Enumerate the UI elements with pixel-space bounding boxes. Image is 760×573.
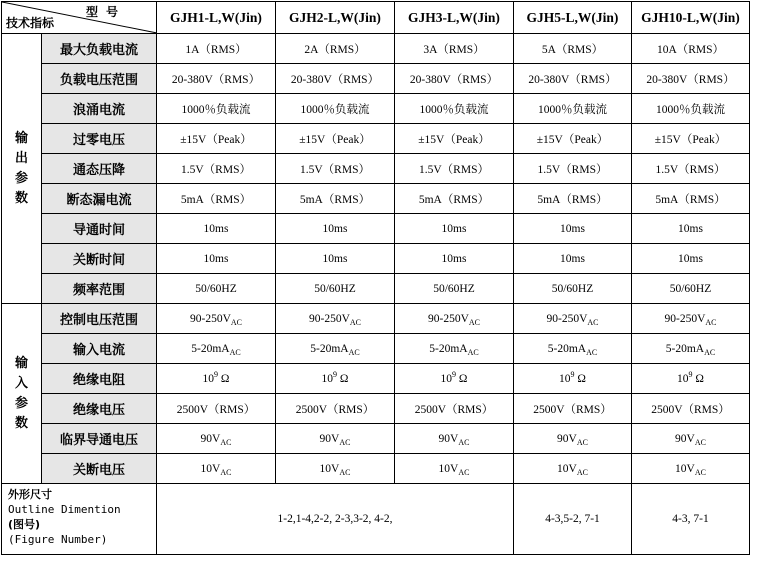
corner-label-spec: 技术指标 [6,16,55,30]
corner-label-model: 型号 [86,5,127,19]
output-group-cell [2,34,42,304]
value-subscript: AC [230,317,242,327]
param-label: 控制电压范围 [42,304,157,334]
value-text: 10V [200,462,221,475]
group-char: 数 [14,190,28,206]
input-row [2,394,750,424]
value-text: 5-20mA [547,342,587,355]
value-cell: 50/60HZ [632,274,750,304]
value-exponent: 9 [452,369,457,379]
value-cell: 1.5V（RMS） [632,154,750,184]
param-label: 通态压降 [42,154,157,184]
outline-label-en: Outline Dimention [8,503,121,516]
value-subscript: AC [704,347,716,357]
value-text: 10 [677,372,689,385]
value-text: 10V [675,462,695,475]
input-group-cell [2,304,42,484]
value-text: 90V [675,432,695,445]
value-exponent: 9 [570,369,575,379]
group-char: 参 [14,395,28,411]
value-cell: 20-380V（RMS） [632,64,750,94]
value-cell [157,454,276,484]
value-text: 90V [557,432,577,445]
value-subscript: AC [576,467,588,477]
value-cell [157,364,276,394]
param-label: 浪涌电流 [42,94,157,124]
value-cell: ±15V（Peak） [276,124,395,154]
value-cell [632,454,750,484]
value-cell: ±15V（Peak） [395,124,514,154]
value-subscript: AC [339,437,351,447]
outline-value-gjh10: 4-3, 7-1 [632,484,750,555]
value-cell [632,334,750,364]
value-text: 10V [557,462,577,475]
output-row [2,214,750,244]
value-cell [276,364,395,394]
value-cell [395,394,514,424]
value-unit: Ω [458,372,468,385]
outline-value-gjh1-3: 1-2,1-4,2-2, 2-3,3-2, 4-2, [157,484,514,555]
value-cell: ±15V（Peak） [632,124,750,154]
param-label: 导通时间 [42,214,157,244]
value-text: 10 [440,372,453,385]
value-cell: ±15V（Peak） [157,124,276,154]
value-cell [157,334,276,364]
output-row [2,244,750,274]
value-cell: 1000％负载流 [276,94,395,124]
value-cell: 3A（RMS） [395,34,514,64]
value-text: 5-20mA [191,342,230,355]
value-text: 10 [202,372,215,385]
param-label: 绝缘电阻 [42,364,157,394]
value-text: 10 [559,372,571,385]
value-text: 90-250V [189,312,231,325]
spec-table [1,1,750,555]
value-subscript: AC [705,317,717,327]
group-char: 输 [14,355,28,371]
value-cell: 10ms [514,214,632,244]
header-row [2,2,750,34]
value-text: 90V [200,432,221,445]
value-text: 5-20mA [310,342,349,355]
value-cell: 10ms [514,244,632,274]
value-subscript: AC [229,347,241,357]
value-subscript: AC [468,317,480,327]
input-row [2,454,750,484]
value-text: 2500V（RMS） [651,403,730,416]
value-cell: 2A（RMS） [276,34,395,64]
value-cell: 10ms [157,214,276,244]
value-text: 90V [319,432,340,445]
value-cell: 5A（RMS） [514,34,632,64]
param-label: 关断电压 [42,454,157,484]
param-label: 输入电流 [42,334,157,364]
value-text: 90-250V [427,312,469,325]
value-cell: 5mA（RMS） [632,184,750,214]
value-cell: 50/60HZ [157,274,276,304]
output-row [2,154,750,184]
model-header: GJH10-L,W(Jin) [632,2,750,34]
value-cell [514,334,632,364]
value-unit: Ω [577,372,586,385]
value-cell [395,304,514,334]
param-label: 绝缘电压 [42,394,157,424]
value-cell [632,394,750,424]
value-cell: 20-380V（RMS） [276,64,395,94]
value-cell: 1000％负载流 [157,94,276,124]
value-subscript: AC [694,437,706,447]
value-cell: 20-380V（RMS） [157,64,276,94]
value-cell: 10ms [276,214,395,244]
value-subscript: AC [349,317,361,327]
value-cell [276,394,395,424]
value-subscript: AC [467,347,479,357]
value-cell: 1.5V（RMS） [395,154,514,184]
value-cell: 1A（RMS） [157,34,276,64]
value-subscript: AC [576,437,588,447]
value-unit: Ω [339,372,349,385]
param-label: 断态漏电流 [42,184,157,214]
value-subscript: AC [348,347,360,357]
value-cell: 5mA（RMS） [395,184,514,214]
param-label: 频率范围 [42,274,157,304]
group-char: 入 [14,375,28,391]
model-header: GJH5-L,W(Jin) [514,2,632,34]
value-cell: 50/60HZ [276,274,395,304]
input-row [2,364,750,394]
param-label: 最大负载电流 [42,34,157,64]
value-cell: 10A（RMS） [632,34,750,64]
value-text: 90-250V [308,312,350,325]
value-cell: 50/60HZ [395,274,514,304]
value-cell [157,394,276,424]
value-cell [514,454,632,484]
value-subscript: AC [458,437,470,447]
value-subscript: AC [220,467,232,477]
group-char: 参 [14,170,28,186]
value-cell [395,424,514,454]
param-label: 关断时间 [42,244,157,274]
param-label: 负载电压范围 [42,64,157,94]
value-cell [514,364,632,394]
model-header: GJH2-L,W(Jin) [276,2,395,34]
corner-header-cell [2,2,157,34]
output-row [2,124,750,154]
value-unit: Ω [220,372,230,385]
value-cell: 10ms [395,244,514,274]
value-cell [157,304,276,334]
group-char: 出 [14,150,28,166]
value-cell [276,334,395,364]
value-subscript: AC [587,317,599,327]
value-cell: 1.5V（RMS） [514,154,632,184]
outline-label-cn2: (图号) [8,518,41,531]
value-cell [514,424,632,454]
value-cell: 5mA（RMS） [514,184,632,214]
value-cell: 10ms [632,214,750,244]
value-text: 90-250V [664,312,706,325]
value-exponent: 9 [688,369,693,379]
value-text: 10V [319,462,340,475]
value-subscript: AC [220,437,232,447]
value-text: 5-20mA [429,342,468,355]
value-text: 90V [438,432,459,445]
value-cell: 1.5V（RMS） [157,154,276,184]
value-cell [632,304,750,334]
output-row [2,94,750,124]
value-cell: ±15V（Peak） [514,124,632,154]
value-cell: 1000％负载流 [395,94,514,124]
input-row [2,424,750,454]
input-row [2,334,750,364]
param-label: 过零电压 [42,124,157,154]
value-cell: 5mA（RMS） [276,184,395,214]
value-exponent: 9 [214,369,219,379]
value-subscript: AC [339,467,351,477]
value-cell [632,364,750,394]
value-text: 2500V（RMS） [414,403,494,416]
value-cell: 1.5V（RMS） [276,154,395,184]
param-label: 临界导通电压 [42,424,157,454]
value-subscript: AC [586,347,598,357]
value-cell [395,364,514,394]
value-cell [276,424,395,454]
value-cell [157,424,276,454]
value-exponent: 9 [333,369,338,379]
outline-value-gjh5: 4-3,5-2, 7-1 [514,484,632,555]
value-text: 2500V（RMS） [295,403,375,416]
input-row [2,304,750,334]
value-cell [276,304,395,334]
value-cell: 1000％负载流 [632,94,750,124]
outline-label-cn: 外形尺寸 [8,488,52,501]
value-cell [514,394,632,424]
value-cell: 10ms [395,214,514,244]
value-cell: 20-380V（RMS） [395,64,514,94]
value-cell: 10ms [157,244,276,274]
value-cell: 50/60HZ [514,274,632,304]
value-cell [395,334,514,364]
value-unit: Ω [695,372,704,385]
value-cell: 1000％负载流 [514,94,632,124]
value-subscript: AC [694,467,706,477]
output-row [2,184,750,214]
value-cell: 10ms [276,244,395,274]
value-text: 10 [321,372,334,385]
model-header: GJH3-L,W(Jin) [395,2,514,34]
value-text: 5-20mA [665,342,705,355]
value-cell: 10ms [632,244,750,274]
output-row [2,64,750,94]
value-cell [632,424,750,454]
output-row [2,34,750,64]
outline-row [2,484,750,555]
value-text: 2500V（RMS） [176,403,256,416]
value-text: 2500V（RMS） [533,403,612,416]
value-cell: 20-380V（RMS） [514,64,632,94]
value-text: 90-250V [546,312,588,325]
value-cell [395,454,514,484]
outline-label-cell [2,484,157,555]
group-char: 输 [14,130,28,146]
value-subscript: AC [458,467,470,477]
value-cell: 5mA（RMS） [157,184,276,214]
outline-label-en2: (Figure Number) [8,533,108,546]
model-header: GJH1-L,W(Jin) [157,2,276,34]
output-row [2,274,750,304]
value-text: 10V [438,462,459,475]
value-cell [514,304,632,334]
group-char: 数 [14,415,28,431]
value-cell [276,454,395,484]
